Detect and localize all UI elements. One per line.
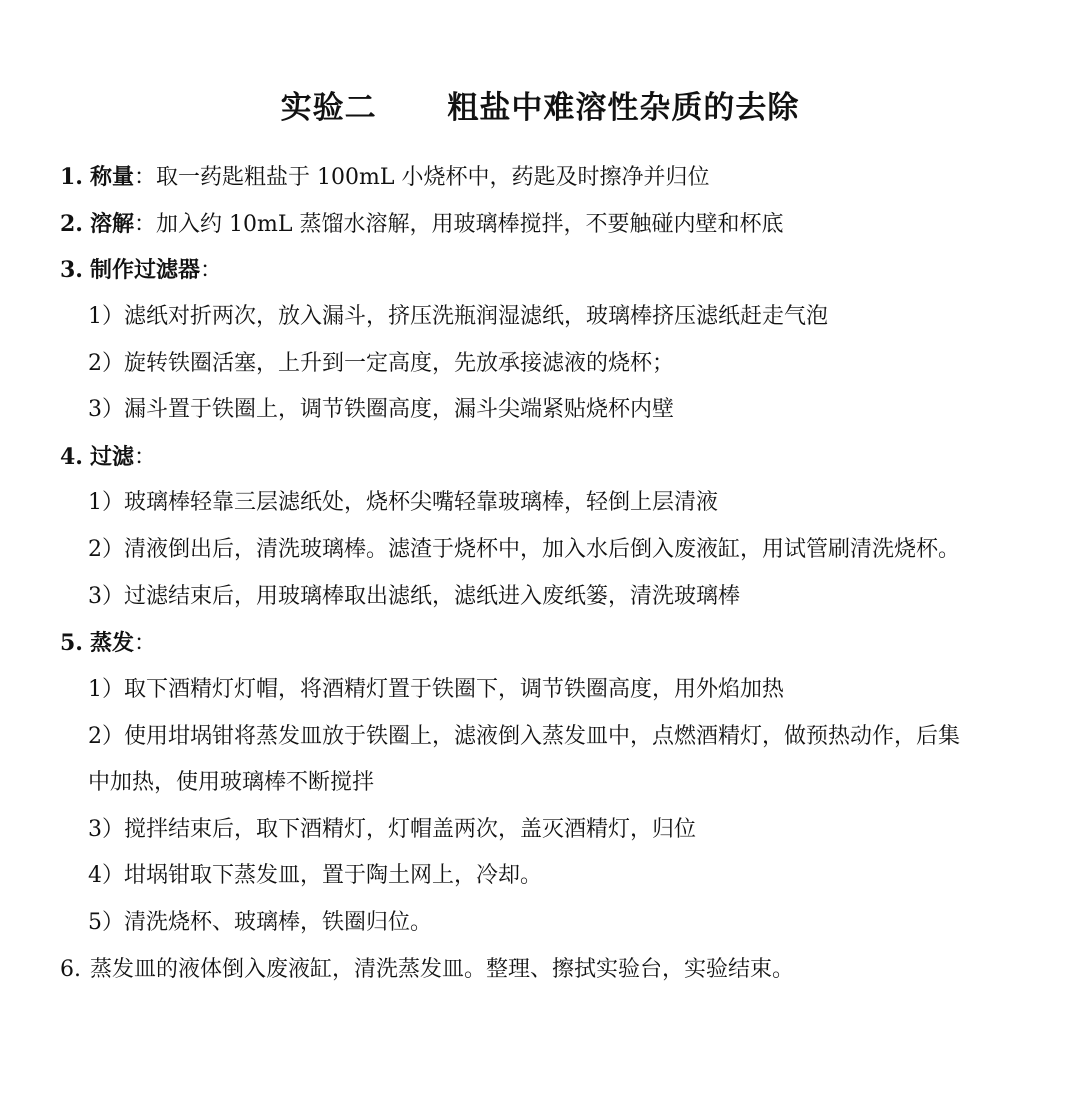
step-5-evaporation: [60, 626, 1050, 661]
substep-4-1: 1）玻璃棒轻靠三层滤纸处，烧杯尖嘴轻靠玻璃棒，轻倒上层清液: [88, 490, 718, 515]
step-heading: 过滤: [90, 444, 135, 470]
substep-3-2: 2）旋转铁圈活塞，上升到一定高度，先放承接滤液的烧杯；: [88, 351, 674, 376]
step-heading: 称量: [90, 164, 135, 190]
step-number: 4.: [60, 444, 83, 470]
substep-3-1: 1）滤纸对折两次，放入漏斗，挤压洗瓶润湿滤纸，玻璃棒挤压滤纸赶走气泡: [88, 304, 828, 329]
step-number: 1.: [60, 164, 83, 190]
substep-4-2: 2）清液倒出后，清洗玻璃棒。滤渣于烧杯中，加入水后倒入废液缸，用试管刷清洗烧杯。: [88, 537, 961, 562]
step-number: 5.: [60, 630, 83, 656]
step-number: 6.: [60, 957, 81, 982]
substep-5-1: 1）取下酒精灯灯帽，将酒精灯置于铁圈下，调节铁圈高度，用外焰加热: [88, 677, 784, 702]
step-number: 2.: [60, 211, 83, 237]
step-number: 3.: [60, 257, 83, 283]
substep-5-2: 2）使用坩埚钳将蒸发皿放于铁圈上，滤液倒入蒸发皿中，点燃酒精灯，做预热动作，后集: [88, 724, 961, 749]
substep-5-5: 5）清洗烧杯、玻璃棒，铁圈归位。: [88, 910, 432, 935]
step-text: 取一药匙粗盐于 100mL 小烧杯中，药匙及时擦净并归位: [156, 165, 710, 190]
step-heading: 溶解: [90, 211, 135, 237]
substep-3-3: 3）漏斗置于铁圈上，调节铁圈高度，漏斗尖端紧贴烧杯内壁: [88, 397, 674, 422]
step-heading: 蒸发: [90, 630, 135, 656]
step-colon: ：: [134, 445, 157, 470]
substep-5-3: 3）搅拌结束后，取下酒精灯，灯帽盖两次，盖灭酒精灯，归位: [88, 817, 696, 842]
substep-5-4: 4）坩埚钳取下蒸发皿，置于陶土网上，冷却。: [88, 863, 542, 888]
step-3-filter-setup: [60, 253, 1050, 288]
substep-4-3: 3）过滤结束后，用玻璃棒取出滤纸，滤纸进入废纸篓，清洗玻璃棒: [88, 584, 740, 609]
step-text: 蒸发皿的液体倒入废液缸，清洗蒸发皿。整理、擦拭实验台，实验结束。: [90, 957, 795, 982]
step-colon: ：: [134, 631, 157, 656]
step-2-dissolving: [60, 207, 1050, 242]
step-colon: ：: [200, 258, 223, 283]
step-4-filtering: [60, 440, 1050, 475]
step-6-cleanup: [60, 953, 1050, 987]
step-1-weighing: [60, 160, 1050, 195]
step-text: 加入约 10mL 蒸馏水溶解，用玻璃棒搅拌，不要触碰内壁和杯底: [156, 212, 784, 237]
page-title: 实验二 粗盐中难溶性杂质的去除: [280, 90, 800, 126]
step-colon: ：: [134, 165, 157, 190]
substep-5-2-continued: 中加热，使用玻璃棒不断搅拌: [88, 770, 375, 795]
step-heading: 制作过滤器: [90, 257, 201, 283]
step-colon: ：: [134, 212, 157, 237]
